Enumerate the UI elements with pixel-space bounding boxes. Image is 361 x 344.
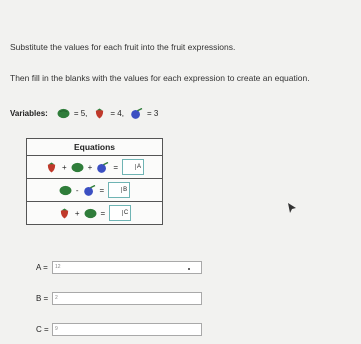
answer-c-row (36, 323, 202, 336)
text-cursor (188, 268, 190, 270)
watermelon-icon (59, 185, 72, 196)
blank-c: C (109, 205, 131, 221)
watermelon-icon (71, 162, 84, 173)
answer-a-label: A = (36, 263, 48, 272)
variables-row (10, 108, 161, 119)
equation-row-c (27, 202, 163, 225)
mouse-pointer-icon (287, 201, 297, 213)
strawberry-icon (58, 208, 71, 219)
instruction-line-2: Then fill in the blanks with the values for each expression to create an equation. (10, 73, 310, 83)
answer-b-input[interactable]: 2 (52, 292, 202, 305)
blank-a: A (122, 159, 144, 175)
answer-c-input[interactable]: 9 (52, 323, 202, 336)
answer-b-label: B = (36, 294, 49, 303)
strawberry-value: = 4, (110, 109, 124, 118)
answer-a-row (36, 261, 202, 274)
equations-table (26, 138, 163, 225)
answer-b-row (36, 292, 202, 305)
equation-row-a (27, 156, 163, 179)
blueberry-icon (130, 108, 143, 119)
blueberry-icon (96, 162, 109, 173)
strawberry-icon (45, 162, 58, 173)
plus-sign: + (87, 162, 93, 172)
blank-b: B (108, 182, 130, 198)
minus-sign: - (75, 185, 79, 195)
equations-header: Equations (27, 139, 163, 156)
watermelon-value: = 5, (73, 109, 88, 118)
strawberry-icon (93, 108, 106, 119)
variables-label: Variables: (10, 109, 48, 118)
blueberry-icon (83, 185, 96, 196)
equals-sign: = (100, 208, 106, 218)
equals-sign: = (113, 162, 118, 172)
watermelon-icon (84, 208, 97, 219)
equals-sign: = (99, 185, 105, 195)
plus-sign: + (74, 208, 80, 218)
blueberry-value: = 3 (146, 109, 159, 118)
watermelon-icon (57, 108, 70, 119)
equation-row-b (27, 179, 163, 202)
answer-a-input[interactable]: 12 (52, 261, 202, 274)
instruction-line-1: Substitute the values for each fruit into the fruit expressions. (10, 42, 236, 52)
plus-sign: + (61, 162, 67, 172)
answer-c-label: C = (36, 325, 49, 334)
